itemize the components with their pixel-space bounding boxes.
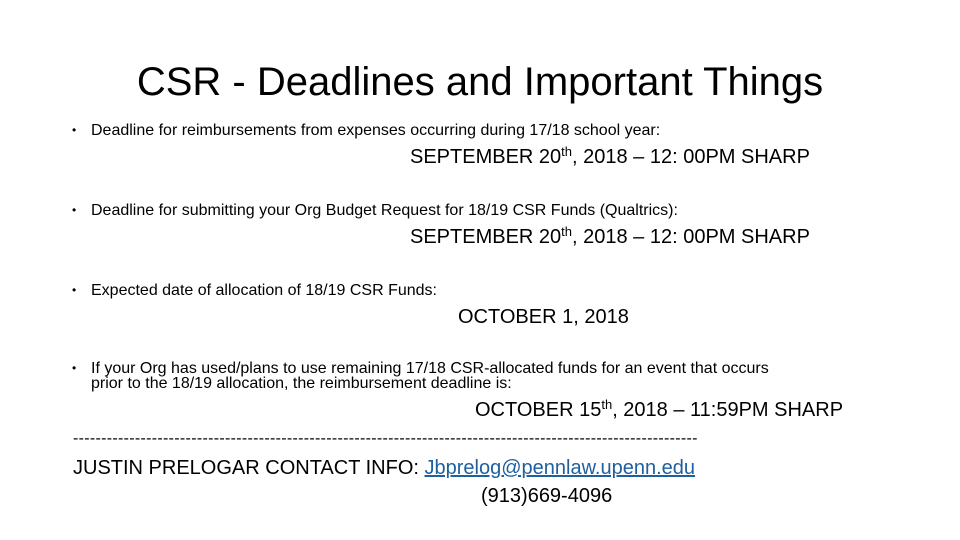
bullet-allocation-date	[72, 281, 437, 300]
bullet-text: Deadline for submitting your Org Budget Request for 18/19 CSR Funds (Qualtrics):	[91, 202, 678, 219]
deadline-time: , 2018 – 12: 00PM SHARP	[572, 226, 810, 248]
bullet-marker: •	[72, 123, 77, 137]
contact-phone: (913)669-4096	[481, 485, 613, 507]
email-link[interactable]: Jbprelog@pennlaw.upenn.edu	[424, 457, 696, 479]
bullet-budget-request-deadline	[72, 201, 678, 220]
ordinal-suffix: th	[561, 144, 573, 159]
deadline-date: SEPTEMBER 20	[410, 146, 562, 168]
contact-info	[73, 456, 695, 480]
slide-title: CSR - Deadlines and Important Things	[136, 60, 824, 104]
deadline-date: OCTOBER 15	[475, 399, 602, 421]
deadline-date: SEPTEMBER 20	[410, 226, 562, 248]
ordinal-suffix: th	[561, 224, 573, 239]
deadline-time: , 2018 – 12: 00PM SHARP	[572, 146, 810, 168]
bullet-marker: •	[72, 361, 77, 375]
bullet-marker: •	[72, 203, 77, 217]
bullet-event-reimbursement-deadline	[72, 361, 769, 391]
bullet-text: Expected date of allocation of 18/19 CSR Funds:	[91, 282, 437, 299]
bullet-marker: •	[72, 283, 77, 297]
bullet-text-line1: If your Org has used/plans to use remaining 17/18 CSR-allocated funds for an event that occurs	[91, 360, 769, 377]
deadline-allocation: OCTOBER 1, 2018	[458, 306, 629, 328]
deadline-event-reimbursement	[475, 398, 843, 422]
deadline-budget-request	[410, 225, 810, 249]
deadline-reimbursement	[410, 145, 810, 169]
bullet-reimbursement-deadline	[72, 121, 660, 140]
bullet-text-line2: prior to the 18/19 allocation, the reimbursement deadline is:	[91, 375, 512, 392]
bullet-text: Deadline for reimbursements from expenses occurring during 17/18 school year:	[91, 122, 661, 139]
dashed-divider: ---------------------------------------------------------------------------------------------------------------	[73, 430, 698, 447]
ordinal-suffix: th	[601, 397, 613, 412]
contact-label: JUSTIN PRELOGAR CONTACT INFO:	[73, 457, 425, 479]
deadline-time: , 2018 – 11:59PM SHARP	[612, 399, 844, 421]
